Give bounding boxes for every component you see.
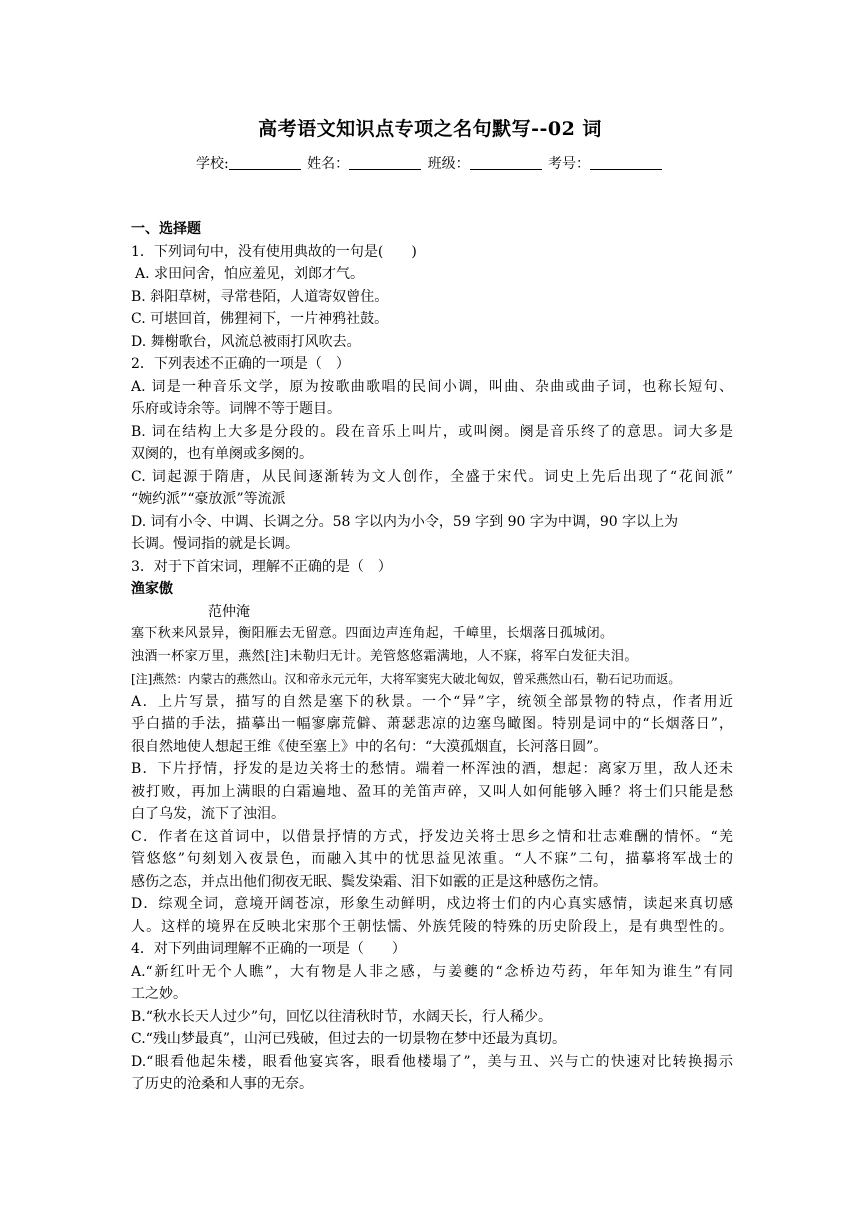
question-2-option-b-line-2: 双阕的，也有单阕或多阕的。 [131, 446, 313, 462]
question-3-option-b-line-1: B．下片抒情，抒发的是边关将士的愁情。端着一杯浑浊的酒，想起：离家万里，敌人还未 [131, 761, 733, 777]
question-content [131, 218, 733, 1096]
poem-line-1: 塞下秋来风景异，衡阳雁去无留意。四面边声连角起，千嶂里，长烟落日孤城闭。 [131, 626, 614, 641]
section-heading: 一、选择题 [131, 221, 201, 237]
question-1-option-a: A. 求田问舍，怕应羞见，刘郎才气。 [135, 266, 365, 282]
name-label: 姓名： [307, 156, 350, 172]
poem-note: [注]燕然：内蒙古的燕然山。汉和帝永元元年，大将军窦宪大破北匈奴，曾采燕然山石，勒石记功而返。 [131, 672, 681, 686]
question-3-option-c-line-2: 管悠悠”句刻划入夜景色，而融入其中的忧思益见浓重。“人不寐”二句，描摹将军战士的 [131, 851, 733, 867]
question-4-option-d-line-2: 了历史的沧桑和人事的无奈。 [131, 1076, 313, 1092]
question-4-option-b: B.“秋水长天人过少”句，回忆以往清秋时节，水阔天长，行人稀少。 [131, 1008, 553, 1025]
question-1-option-c: C. 可堪回首，佛狸祠下，一片神鸦社鼓。 [131, 311, 389, 327]
question-1-stem: 1．下列词句中，没有使用典故的一句是( ) [131, 243, 417, 260]
class-blank[interactable] [470, 155, 542, 170]
exam-number-label: 考号： [548, 156, 591, 172]
question-2-option-b-line-1: B. 词在结构上大多是分段的。段在音乐上叫片，或叫阕。阕是音乐终了的意思。词大多是 [131, 423, 733, 440]
school-blank[interactable] [229, 155, 301, 170]
question-2-stem: 2．下列表述不正确的一项是（ ） [131, 356, 350, 372]
question-2-option-c-line-2: “婉约派”“豪放派”等流派 [131, 491, 286, 507]
question-3-option-b-line-2: 被打败，再加上满眼的白霜遍地、盈耳的羌笛声碎，又叫人如何能够入睡？将士们只能是愁 [131, 783, 733, 800]
question-3-option-a-line-1: A．上片写景，描写的自然是塞下的秋景。一个“异”字，统领全部景物的特点，作者用近 [131, 693, 733, 710]
question-2-option-d-line-2: 长调。慢词指的就是长调。 [131, 536, 299, 552]
question-4-option-c: C.“残山梦最真”，山河已残破，但过去的一切景物在梦中还最为真切。 [131, 1031, 566, 1047]
question-3-option-a-line-3: 很自然地使人想起王维《使至塞上》中的名句：“大漠孤烟直，长河落日圆”。 [131, 738, 608, 755]
name-blank[interactable] [349, 155, 421, 170]
question-4-stem: 4．对下列曲词理解不正确的一项是（ ） [131, 941, 406, 957]
question-2-option-d-line-1: D. 词有小令、中调、长调之分。58 字以内为小令，59 字到 90 字为中调，90 字以上为 [131, 513, 679, 530]
question-4-option-a-line-1: A.“新红叶无个人瞧”，大有物是人非之感，与姜夔的“念桥边芍药，年年知为谁生”有同 [131, 963, 733, 980]
school-label: 学校: [195, 156, 229, 172]
question-2-option-a-line-1: A. 词是一种音乐文学，原为按歌曲歌唱的民间小调，叫曲、杂曲或曲子词，也称长短句、 [131, 378, 733, 395]
document-title: 高考语文知识点专项之名句默写--02 词 [258, 118, 602, 140]
question-3-option-b-line-3: 白了乌发，流下了浊泪。 [131, 806, 285, 822]
poem-line-2: 浊酒一杯家万里，燕然[注]未勒归无计。羌管悠悠霜满地，人不寐，将军白发征夫泪。 [131, 648, 638, 664]
poem-title: 渔家傲 [131, 581, 173, 597]
question-4-option-d-line-1: D.“眼看他起朱楼，眼看他宴宾客，眼看他楼塌了”，美与丑、兴与亡的快速对比转换揭示 [131, 1053, 733, 1070]
question-3-stem: 3．对于下首宋词，理解不正确的是（ ） [131, 558, 392, 575]
exam-number-blank[interactable] [590, 155, 662, 170]
poem-author: 范仲淹 [208, 603, 250, 620]
question-3-option-c-line-3: 感伤之态，并点出他们彻夜无眠、鬓发染霜、泪下如霰的正是这种感伤之情。 [131, 873, 607, 890]
question-1-option-d: D. 舞榭歌台，风流总被雨打风吹去。 [131, 333, 361, 350]
question-4-option-a-line-2: 工之妙。 [131, 986, 187, 1002]
question-2-option-a-line-2: 乐府或诗余等。词牌不等于题目。 [131, 401, 341, 417]
student-info-line [0, 153, 860, 173]
question-3-option-c-line-1: C．作者在这首词中，以借景抒情的方式，抒发边关将士思乡之情和壮志难酬的情怀。“羌 [131, 828, 733, 845]
question-3-option-d-line-2: 人。这样的境界在反映北宋那个王朝怯懦、外族凭陵的特殊的历史阶段上，是有典型性的。 [131, 918, 733, 935]
question-1-option-b: B. 斜阳草树，寻常巷陌，人道寄奴曾住。 [131, 288, 389, 305]
class-label: 班级： [427, 156, 470, 172]
question-3-option-d-line-1: D．综观全词，意境开阔苍凉，形象生动鲜明，戍边将士们的内心真实感情，读起来真切感 [131, 896, 733, 912]
question-3-option-a-line-2: 乎白描的手法，描摹出一幅寥廓荒僻、萧瑟悲凉的边塞鸟瞰图。特别是词中的“长烟落日”， [131, 716, 733, 732]
question-2-option-c-line-1: C. 词起源于隋唐，从民间逐渐转为文人创作，全盛于宋代。词史上先后出现了“花间派” [131, 468, 733, 485]
